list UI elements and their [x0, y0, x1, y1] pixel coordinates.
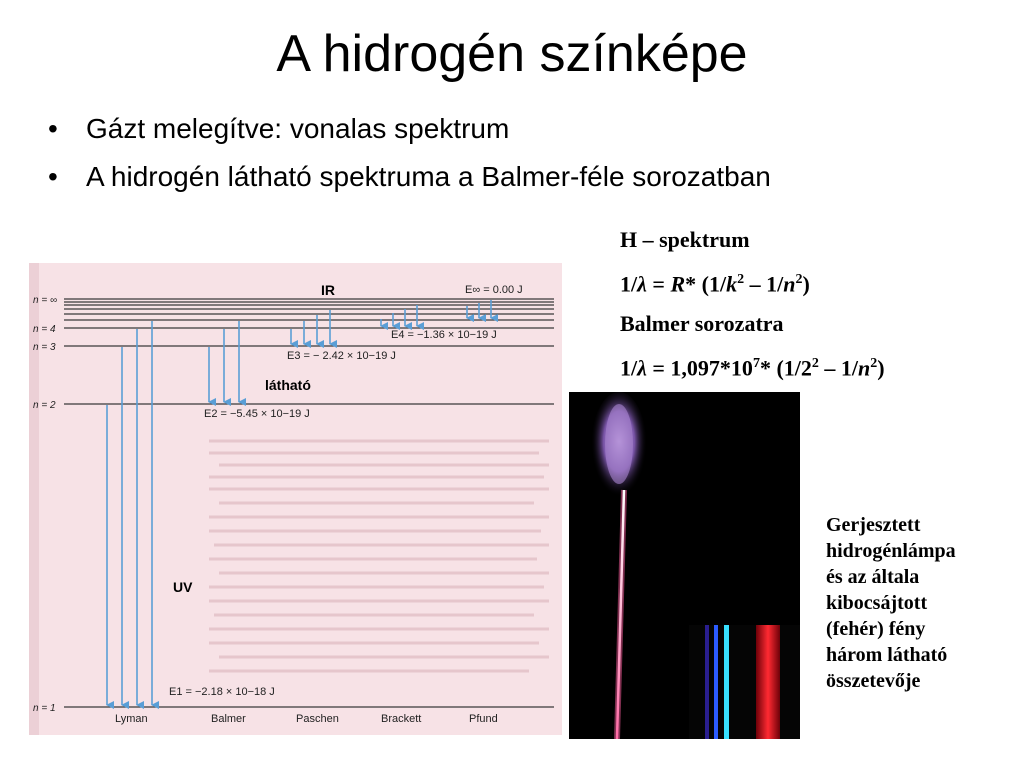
- bullet-list: [48, 112, 788, 208]
- lamp-bulb: [605, 404, 633, 484]
- formula-part: = 1,097*10: [646, 355, 753, 381]
- slide-title: A hidrogén színképe: [276, 25, 748, 83]
- formula-part: * (1/: [685, 271, 727, 297]
- bullet-item: [48, 160, 788, 194]
- formula-part: ): [877, 355, 885, 381]
- series-name-brackett: Brackett: [381, 713, 422, 725]
- energy-level-diagram: [29, 263, 562, 735]
- series-name-balmer: Balmer: [211, 713, 246, 725]
- lambda-symbol: λ: [637, 355, 647, 381]
- bullet-dot: •: [48, 161, 58, 192]
- visible-annotation: látható: [265, 377, 311, 393]
- bullet-text: A hidrogén látható spektruma a Balmer-féle sorozatban: [86, 161, 771, 192]
- series-name-paschen: Paschen: [296, 713, 339, 725]
- red-line: [756, 625, 780, 739]
- level-label-3: n = 3: [33, 342, 56, 353]
- formula-part: =: [646, 271, 671, 297]
- cyan-line: [724, 625, 729, 739]
- exponent: 2: [795, 272, 803, 287]
- blue-line: [714, 625, 718, 739]
- formula-part: – 1/: [818, 355, 859, 381]
- level-label-4: n = 4: [33, 324, 56, 335]
- energy-label-inf: E∞ = 0.00 J: [465, 284, 523, 296]
- formula-part: 1/: [620, 355, 638, 381]
- n-symbol: n: [783, 271, 796, 297]
- caption-line: (fehér) fény: [826, 618, 926, 640]
- formula-part: 1/: [620, 271, 638, 297]
- formula-heading: H – spektrum: [620, 227, 750, 252]
- bullet-text: Gázt melegítve: vonalas spektrum: [86, 113, 510, 144]
- exponent: 2: [811, 356, 819, 372]
- caption-line: Gerjesztett: [826, 514, 921, 536]
- level-label-2: n = 2: [33, 400, 56, 411]
- rydberg-symbol: R: [670, 271, 686, 297]
- violet-line: [705, 625, 709, 739]
- balmer-label: Balmer sorozatra: [620, 311, 784, 337]
- energy-label-1: E1 = −2.18 × 10−18 J: [169, 686, 275, 698]
- caption-line: kibocsájtott: [826, 592, 928, 614]
- level-label-inf: n = ∞: [33, 295, 58, 306]
- n-symbol: n: [858, 355, 871, 381]
- formula-part: * (1/2: [759, 355, 812, 381]
- series-name-pfund: Pfund: [469, 713, 498, 725]
- bullet-dot: •: [48, 113, 58, 144]
- caption-line: hidrogénlámpa: [826, 540, 956, 562]
- exponent: 7: [752, 356, 760, 372]
- hydrogen-lamp-photo: [569, 392, 800, 739]
- caption-line: három látható: [826, 644, 948, 666]
- bullet-item: [48, 112, 788, 146]
- caption-line: összetevője: [826, 670, 921, 692]
- exponent: 2: [870, 356, 878, 372]
- caption-line: és az általa: [826, 566, 920, 588]
- lambda-symbol: λ: [637, 271, 647, 297]
- spectrum-formula-block: [620, 220, 885, 389]
- photo-caption: [826, 512, 1016, 694]
- exponent: 2: [737, 272, 745, 287]
- formula-part: ): [802, 271, 810, 297]
- energy-label-4: E4 = −1.36 × 10−19 J: [391, 329, 497, 341]
- ir-annotation: IR: [321, 282, 335, 298]
- k-symbol: k: [726, 271, 738, 297]
- energy-label-2: E2 = −5.45 × 10−19 J: [204, 408, 310, 420]
- series-name-lyman: Lyman: [115, 713, 148, 725]
- energy-label-3: E3 = − 2.42 × 10−19 J: [287, 350, 396, 362]
- uv-annotation: UV: [173, 579, 193, 595]
- rydberg-formula: [620, 260, 885, 304]
- balmer-formula: [620, 344, 885, 388]
- formula-part: – 1/: [744, 271, 784, 297]
- level-label-1: n = 1: [33, 703, 56, 714]
